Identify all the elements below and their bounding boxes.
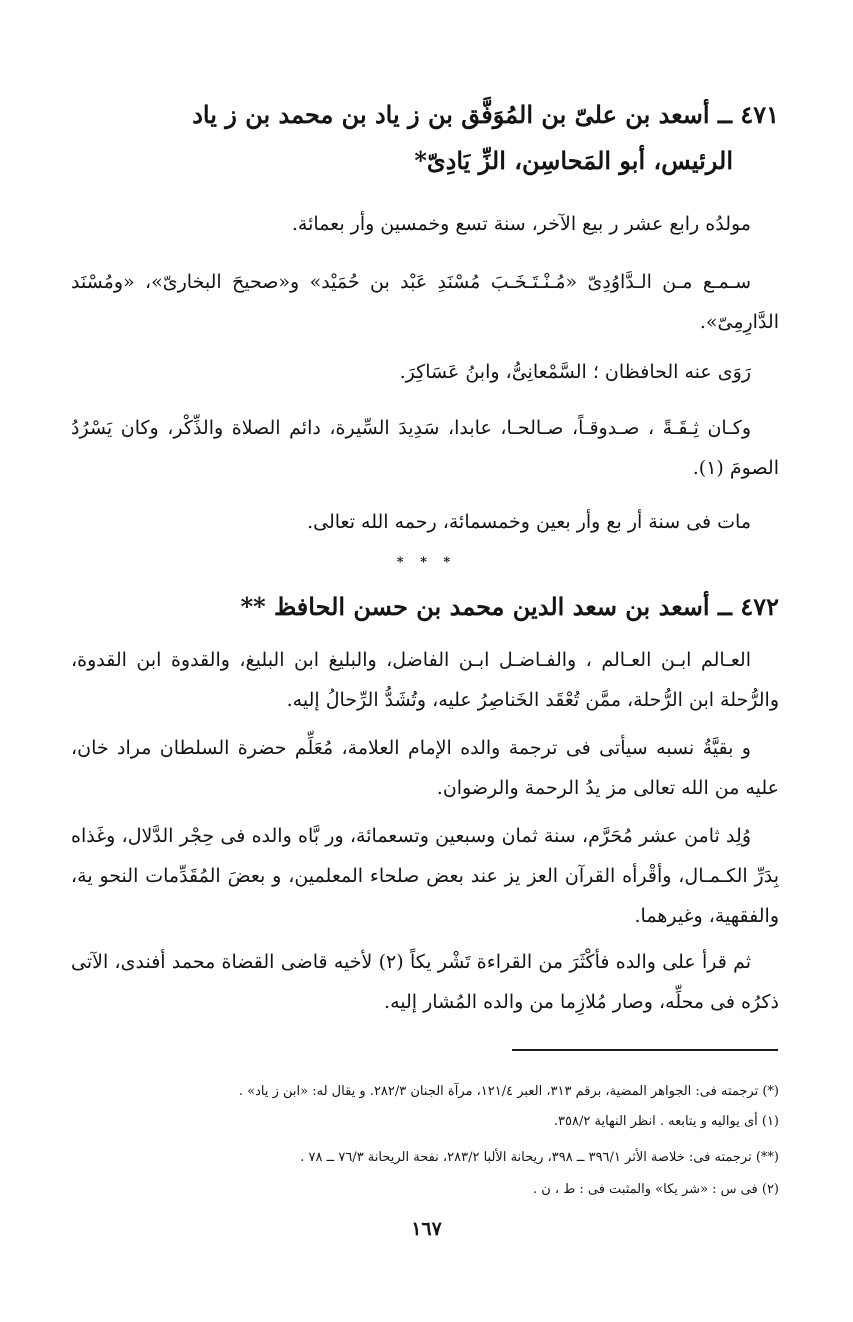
entry-472-praise-paragraph: العـالم ابـن العـالم ، والفـاضـل ابـن الفاضل، والبليغ ابن البليغ، والقدوة ابن القدوة، والرُّحلة ابن الرُّحلة، ممَّن تُعْقَد الخَناصِرُ عليه، وتُشَدُّ الرِّحالُ إليه.	[71, 649, 779, 711]
footnote-divider	[512, 1049, 778, 1051]
entry-471-narrators-paragraph: رَوَى عنه الحافظان ؛ السَّمْعانِىُّ، وابنُ عَسَاكِرَ.	[399, 361, 751, 383]
page-number: ١٦٧	[411, 1218, 442, 1240]
entry-471-heading-line1: ٤٧١ ــ أسعد بن علىّ بن المُوَفَّق بن ز ياد بن محمد بن ز ياد	[192, 100, 779, 129]
entry-472-lineage-paragraph: و بقيَّةُ نسبه سيأتى فى ترجمة والده الإمام العلامة، مُعَلِّم حضرة السلطان مراد خان، عليه من الله تعالى مز يدُ الرحمة والرضوان.	[71, 737, 779, 799]
footnote-entry-471: (*) ترجمته فى: الجواهر المضية، برقم ٣١٣، العبر ١٢١/٤، مرآة الجنان ٢٨٢/٣. و يقال له: «ابن ز ياد» .	[238, 1084, 779, 1099]
footnote-entry-472: (**) ترجمته فى: خلاصة الأثر ٣٩٦/١ ــ ٣٩٨، ريحانة الألبا ٢٨٣/٢، نفحة الريحانة ٧٦/٣ ــ ٧٨ .	[300, 1150, 779, 1165]
entry-472-birth-paragraph: وُلِد ثامن عشر مُحَرَّم، سنة ثمان وسبعين وتسعمائة، ور بَّاه والده فى حِجْر الدَّلال، وغَذاه بِدَرِّ الكـمـال، وأقْرأه القرآن العز يز عند بعض صلحاء المعلمين، و بعضَ المُقَدِّمات النحو ية، والفقهية، وغيرهما.	[71, 825, 779, 927]
entry-471-heading-line2: الرئيس، أبو المَحاسِن، الزِّ يَادِىّ*	[414, 146, 733, 175]
entry-471-death-paragraph: مات فى سنة أر بع وأر بعين وخمسمائة، رحمه الله تعالى.	[307, 511, 751, 533]
entry-471-birth-paragraph: مولدُه رابع عشر ر بيع الآخر، سنة تسع وخمسين وأر بعمائة.	[291, 213, 751, 235]
entry-472-heading: ٤٧٢ ــ أسعد بن سعد الدين محمد بن حسن الحافظ **	[240, 592, 779, 621]
entry-471-character-paragraph: وكـان ثِـقَـةً ، صـدوقـاً، صـالحـا، عابدا، سَدِيدَ السِّيرة، دائم الصلاة والذِّكْر، وكان يَسْرُدُ الصومَ (١).	[71, 417, 779, 479]
footnote-1: (١) أى يواليه و يتابعه . انظر النهاية ٣٥٨/٢.	[553, 1114, 779, 1129]
entry-471-hearing-paragraph: سـمـع مـن الـدَّاوُدِىّ «مُـنْـتَـخَـبَ مُسْنَدِ عَبْد بن حُمَيْد» و«صحيحَ البخارىّ»، «ومُسْنَد الدَّارِمِىّ».	[71, 271, 779, 333]
section-separator: * * *	[396, 555, 457, 570]
entry-472-study-paragraph: ثم قرأ على والده فأكْثَرَ من القراءة تَشْر يكاً (٢) لأخيه قاضى القضاة محمد أفندى، الآتى ذكرُه فى محلِّه، وصار مُلازِما من والده المُشار إليه.	[71, 951, 779, 1013]
footnote-2: (٢) فى س : «شر يكا» والمثبت فى : ط ، ن .	[532, 1182, 779, 1197]
